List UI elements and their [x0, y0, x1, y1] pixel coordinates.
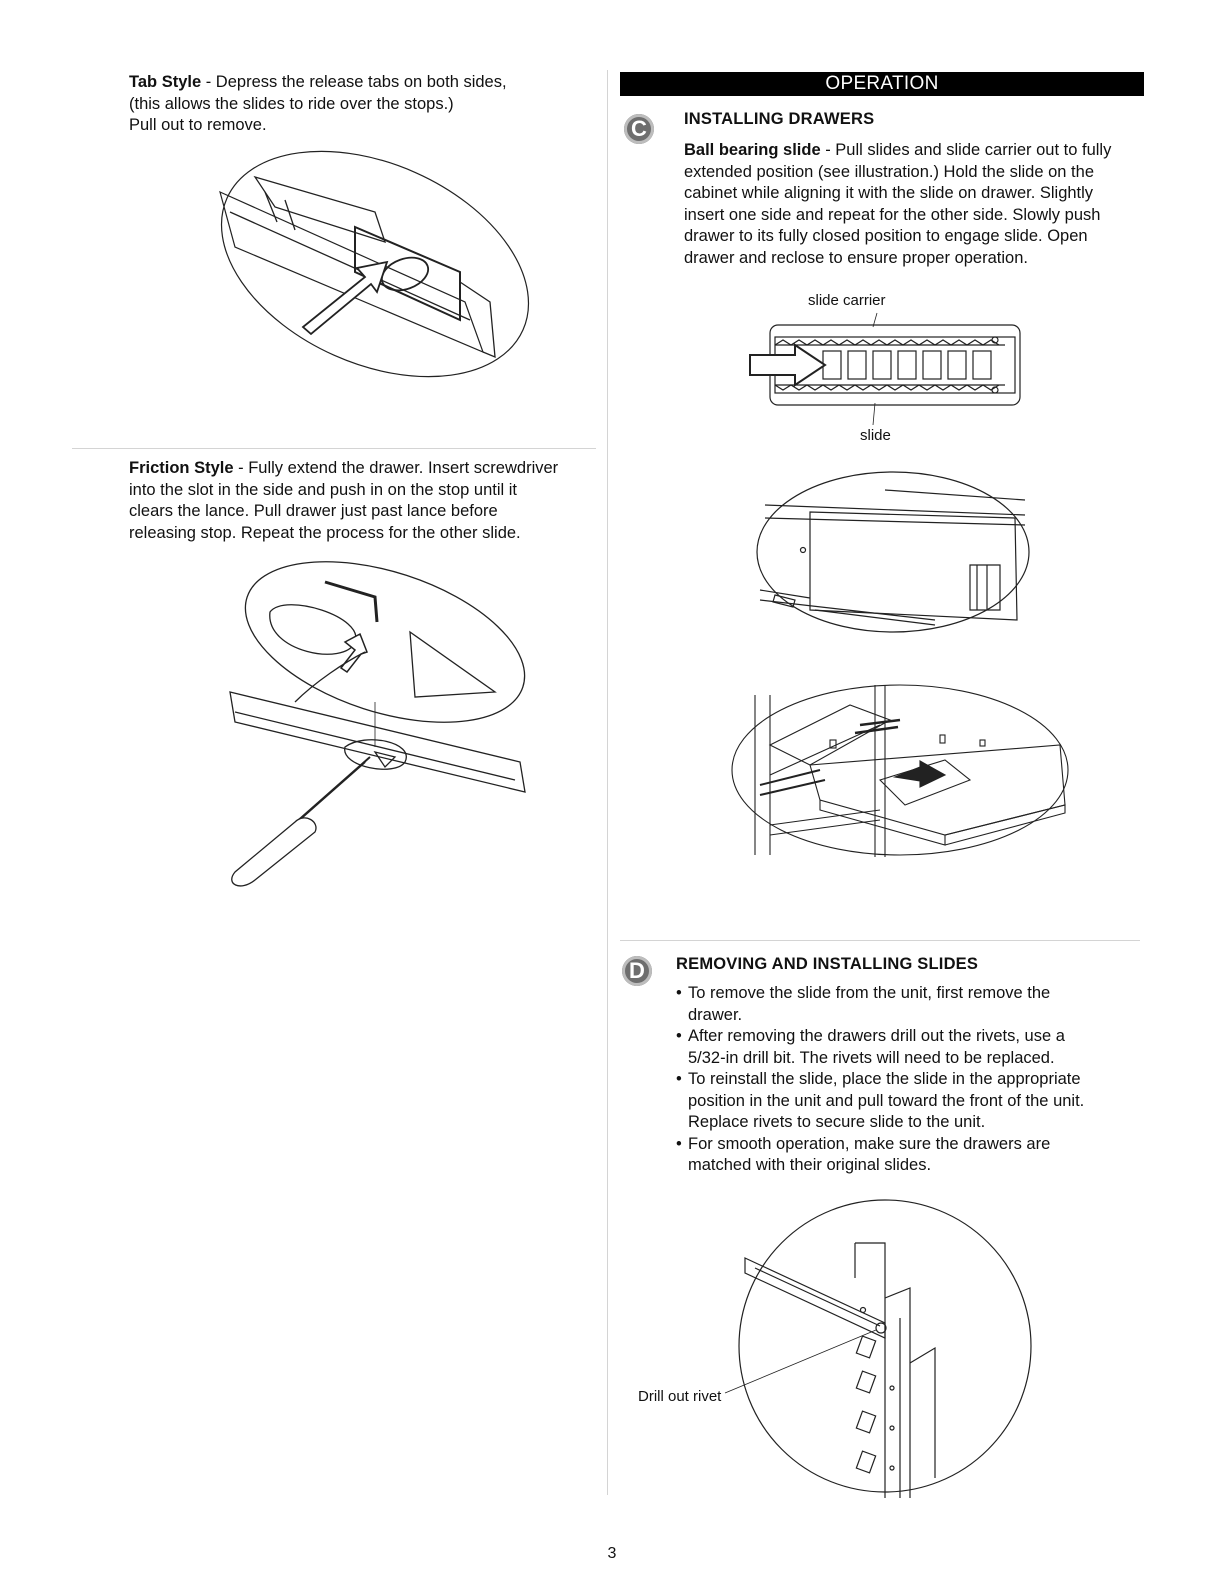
page-number: 3: [607, 1545, 617, 1562]
list-item-line: To remove the slide from the unit, first remove the: [688, 984, 1051, 1002]
friction-style-title: Friction Style: [129, 459, 234, 477]
tab-style-line: - Depress the release tabs on both sides,: [201, 73, 507, 91]
list-item-line: drawer.: [688, 1005, 743, 1024]
ball-bearing-paragraph: [684, 140, 1164, 269]
ball-bearing-line: drawer to its fully closed position to engage slide. Open: [684, 227, 1088, 245]
slide-carrier-illustration: [745, 315, 1025, 415]
slide-closeup-illustration: [755, 470, 1035, 640]
friction-style-paragraph: [129, 458, 604, 544]
list-item-line: Replace rivets to secure slide to the unit.: [688, 1113, 986, 1131]
rivet-illustration: [735, 1198, 1045, 1498]
ball-bearing-title: Ball bearing slide: [684, 141, 821, 159]
operation-banner: OPERATION: [620, 72, 1144, 96]
drill-out-rivet-label: Drill out rivet: [638, 1388, 722, 1405]
list-item: [676, 1026, 1136, 1069]
list-item: [676, 983, 1136, 1026]
list-item-line: After removing the drawers drill out the rivets, use a: [688, 1027, 1065, 1045]
friction-style-line: - Fully extend the drawer. Insert screwdriver: [233, 459, 559, 477]
ball-bearing-line: cabinet while aligning it with the slide on drawer. Slightly: [684, 184, 1094, 202]
list-item: [676, 1069, 1136, 1134]
slide-carrier-label: slide carrier: [808, 292, 886, 309]
list-item-line: position in the unit and pull toward the front of the unit.: [688, 1091, 1085, 1110]
ball-bearing-line: extended position (see illustration.) Hold the slide on the: [684, 162, 1094, 181]
section-d-badge: D: [622, 956, 652, 986]
tab-style-line: (this allows the slides to ride over the stops.): [129, 94, 454, 113]
ball-bearing-line: drawer and reclose to ensure proper operation.: [684, 248, 1028, 267]
list-item-line: To reinstall the slide, place the slide in the appropriate: [688, 1070, 1081, 1088]
removing-slides-list: [676, 983, 1136, 1177]
column-divider: [607, 70, 608, 1495]
friction-style-line: into the slot in the side and push in on the stop until it: [129, 480, 518, 499]
list-item-line: 5/32-in drill bit. The rivets will need to be replaced.: [688, 1048, 1055, 1067]
list-item-line: For smooth operation, make sure the drawers are: [688, 1134, 1051, 1153]
removing-slides-heading: REMOVING AND INSTALLING SLIDES: [676, 955, 979, 973]
tab-style-title: Tab Style: [129, 73, 202, 91]
section-divider-left: [72, 448, 596, 449]
section-c-badge: C: [624, 114, 654, 144]
tab-style-line: Pull out to remove.: [129, 116, 267, 134]
ball-bearing-line: insert one side and repeat for the other side. Slowly push: [684, 205, 1101, 224]
ball-bearing-line: - Pull slides and slide carrier out to fully: [820, 141, 1112, 159]
friction-style-line: releasing stop. Repeat the process for the other slide.: [129, 523, 521, 542]
slide-label: slide: [860, 427, 891, 444]
tab-style-paragraph: [129, 72, 599, 137]
friction-style-illustration: [225, 572, 545, 892]
list-item: [676, 1134, 1136, 1177]
installing-drawers-heading: INSTALLING DRAWERS: [684, 110, 875, 128]
tab-style-illustration: [215, 152, 555, 402]
friction-style-line: clears the lance. Pull drawer just past lance before: [129, 502, 498, 520]
section-divider-right: [620, 940, 1140, 941]
list-item-line: matched with their original slides.: [688, 1156, 932, 1174]
drawer-installation-illustration: [730, 685, 1070, 865]
